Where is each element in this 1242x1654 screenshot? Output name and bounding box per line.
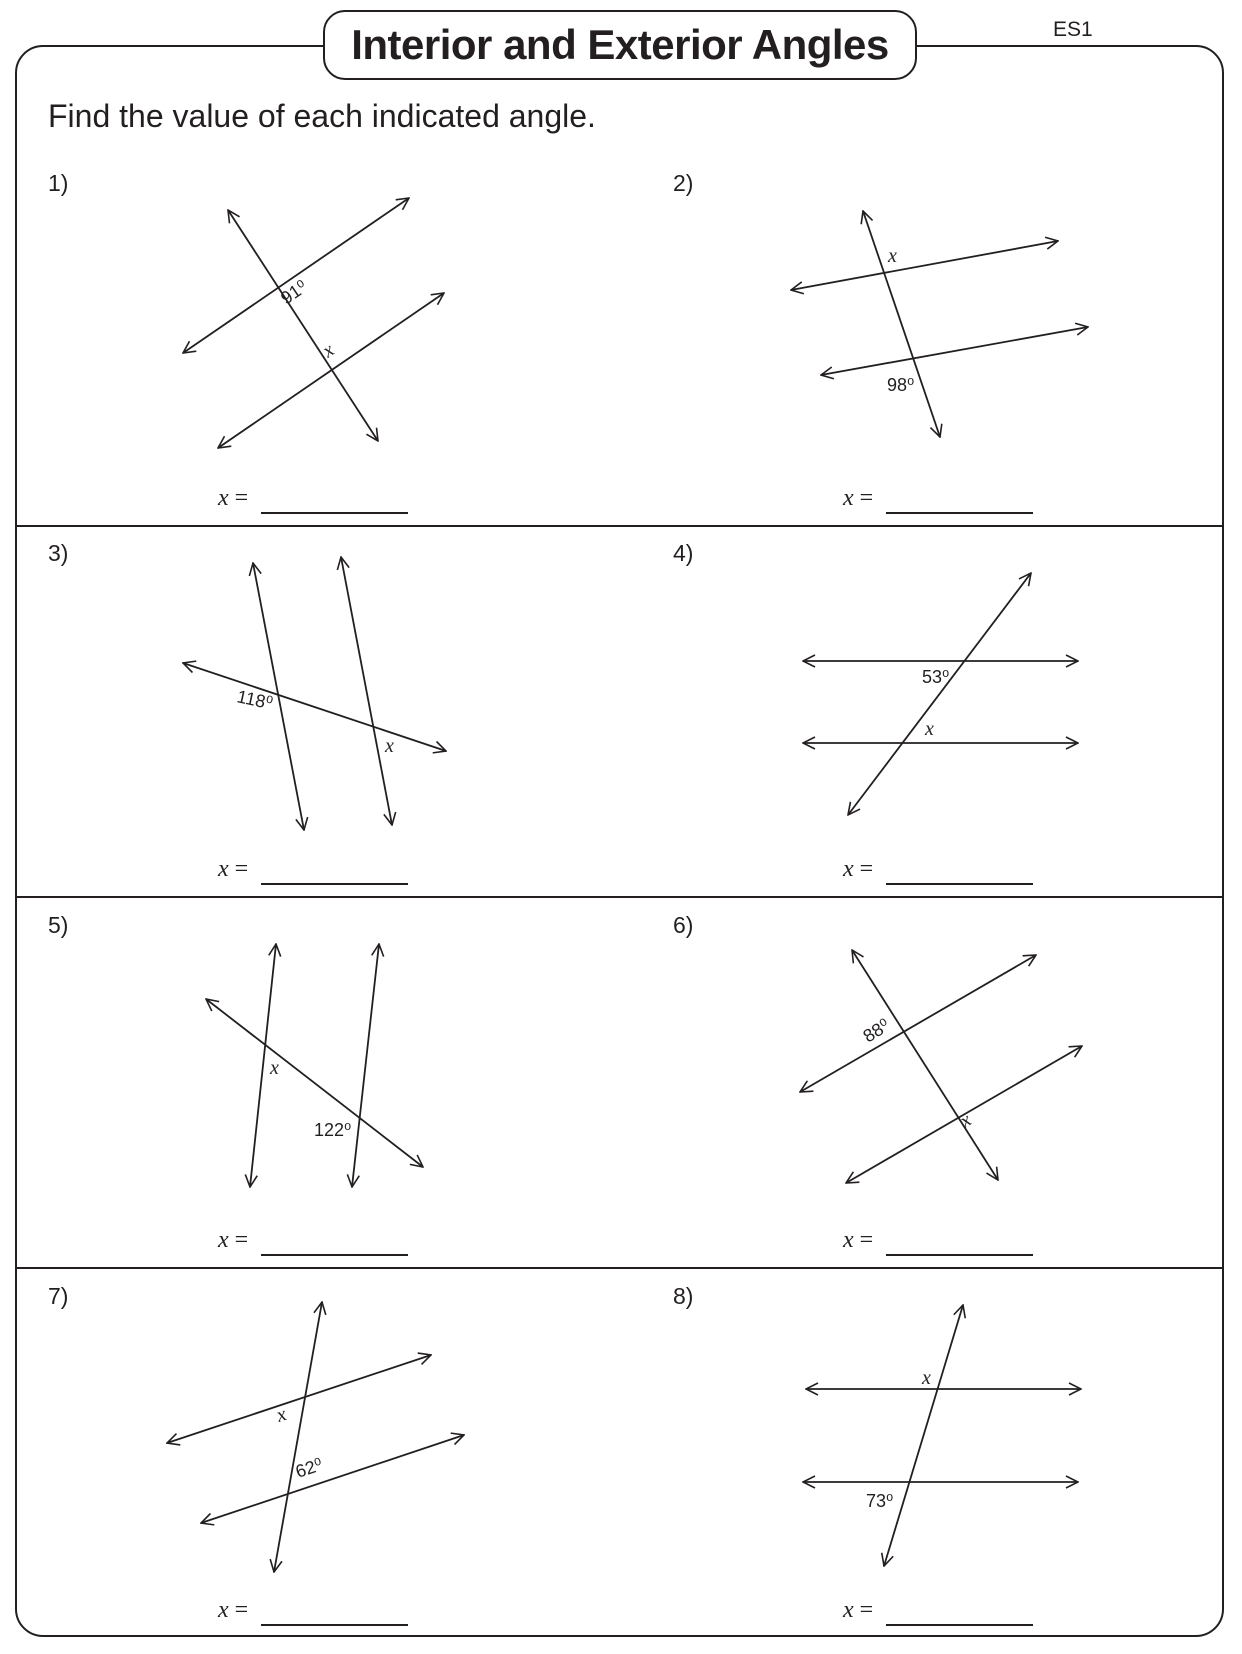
transversal-line [228, 210, 378, 441]
answer-equals: = [853, 856, 874, 882]
parallel-line [218, 293, 444, 448]
problem-number: 1) [48, 170, 69, 196]
unknown-angle-label: x [925, 718, 934, 740]
answer-equals: = [853, 485, 874, 511]
given-angle-label: 53⁰ [922, 667, 950, 687]
parallel-line [341, 557, 392, 825]
given-angle-label: 88⁰ [859, 1014, 894, 1047]
transversal-line [884, 1305, 963, 1566]
problem-number: 4) [673, 540, 694, 566]
unknown-angle-label: x [922, 1367, 931, 1389]
problem-number: 3) [48, 540, 69, 566]
transversal-line [183, 663, 446, 751]
answer-variable: x [218, 1597, 229, 1623]
transversal-line [852, 950, 998, 1180]
answer-variable: x [218, 1227, 229, 1253]
unknown-angle-label: x [270, 1057, 279, 1079]
parallel-line [183, 198, 409, 353]
transversal-line [274, 1302, 322, 1572]
problem-number: 6) [673, 912, 694, 938]
given-angle-label: 118⁰ [235, 686, 275, 714]
answer-equals: = [853, 1227, 874, 1253]
given-angle-label: 122⁰ [314, 1120, 352, 1140]
parallel-line [821, 327, 1088, 375]
answer-equals: = [228, 1597, 249, 1623]
answer-equals: = [228, 856, 249, 882]
problem-number: 8) [673, 1283, 694, 1309]
given-angle-label: 98⁰ [887, 375, 915, 395]
answer-variable: x [218, 485, 229, 511]
answer-equals: = [228, 485, 249, 511]
answer-variable: x [843, 1597, 854, 1623]
given-angle-label: 91⁰ [277, 276, 311, 309]
unknown-angle-label: x [888, 245, 897, 267]
parallel-line [201, 1435, 464, 1523]
transversal-line [863, 211, 940, 437]
parallel-line [352, 944, 379, 1187]
given-angle-label: 62⁰ [293, 1454, 326, 1482]
answer-variable: x [843, 1227, 854, 1253]
answer-equals: = [228, 1227, 249, 1253]
instruction-text: Find the value of each indicated angle. [48, 98, 596, 134]
unknown-angle-label: x [385, 735, 394, 757]
parallel-line [800, 955, 1036, 1092]
given-angle-label: 73⁰ [866, 1491, 894, 1511]
transversal-line [848, 573, 1031, 815]
unknown-angle-label: x [955, 1108, 976, 1133]
transversal-line [206, 999, 423, 1167]
problem-number: 5) [48, 912, 69, 938]
unknown-angle-label: x [273, 1403, 290, 1427]
parallel-line [791, 241, 1058, 290]
worksheet-code: ES1 [1053, 18, 1093, 41]
problem-number: 7) [48, 1283, 69, 1309]
answer-variable: x [843, 856, 854, 882]
answer-variable: x [843, 485, 854, 511]
answer-equals: = [853, 1597, 874, 1623]
unknown-angle-label: x [318, 338, 339, 363]
problem-number: 2) [673, 170, 694, 196]
page-title: Interior and Exterior Angles [351, 21, 889, 68]
answer-variable: x [218, 856, 229, 882]
